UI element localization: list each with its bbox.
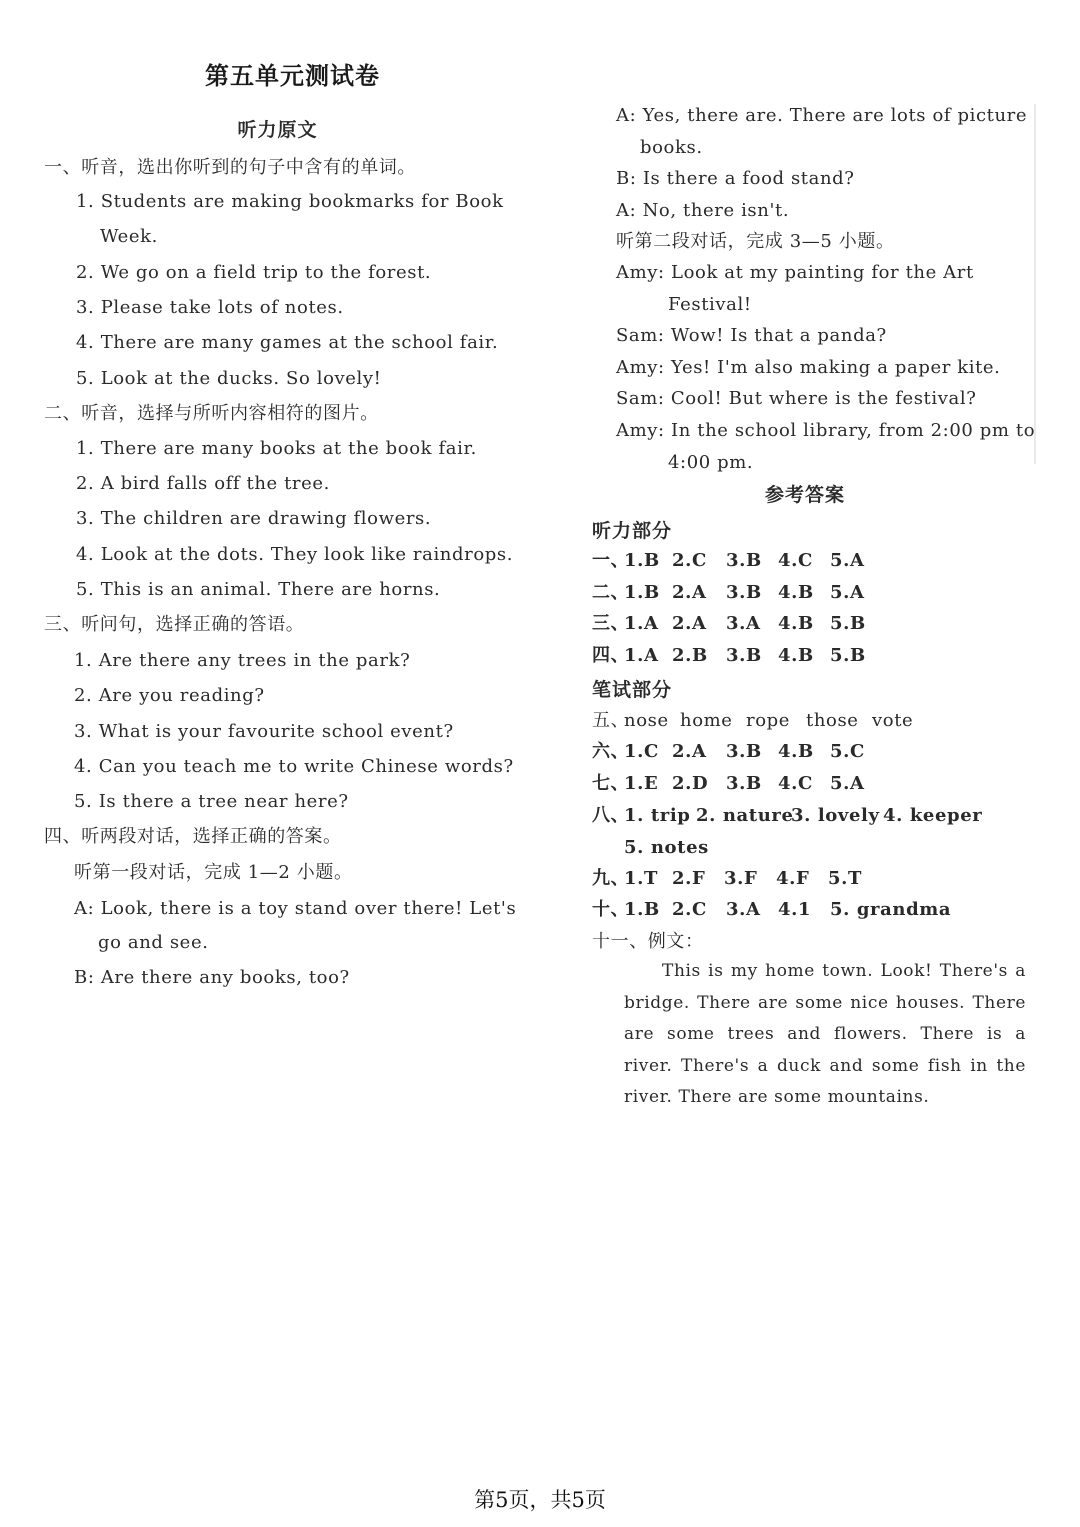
answer-item: 5. grandma xyxy=(830,899,952,920)
answer-row-label: 四、 xyxy=(592,645,630,666)
d2-line-2: Sam: Wow! Is that a panda? xyxy=(616,325,887,346)
answer-item: nose xyxy=(624,710,669,731)
s3-item-3: 3. What is your favourite school event? xyxy=(74,721,454,742)
answer-row-5 xyxy=(592,708,913,734)
s2-item-1: 1. There are many books at the book fair. xyxy=(76,438,477,459)
dialogue-2-intro: 听第二段对话，完成 3—5 小题。 xyxy=(616,231,895,252)
s2-item-5: 5. This is an animal. There are horns. xyxy=(76,579,441,600)
answer-row-8 xyxy=(592,803,982,829)
s1-item-1: 1. Students are making bookmarks for Book xyxy=(76,191,504,212)
answer-item: 5.A xyxy=(830,773,865,794)
answer-item: 3.F xyxy=(724,868,758,889)
answer-row-7 xyxy=(592,771,865,797)
s3-item-5: 5. Is there a tree near here? xyxy=(74,791,349,812)
answer-row-label: 五、 xyxy=(592,710,630,731)
answer-item: 1.B xyxy=(624,550,660,571)
d2-line-5-cont: 4:00 pm. xyxy=(668,452,754,473)
scan-edge-shadow xyxy=(1034,104,1036,464)
d2-line-3: Amy: Yes! I'm also making a paper kite. xyxy=(616,357,1001,378)
answer-row-label: 九、 xyxy=(592,868,630,889)
s2-item-3: 3. The children are drawing flowers. xyxy=(76,508,432,529)
answer-item: 5.T xyxy=(828,868,862,889)
answer-item: 2.D xyxy=(672,773,709,794)
answer-item: 2. nature xyxy=(696,805,794,826)
answer-item: vote xyxy=(872,710,914,731)
answers-heading: 参考答案 xyxy=(764,484,845,506)
answer-item: rope xyxy=(746,710,791,731)
section-2-label: 二、听音，选择与所听内容相符的图片。 xyxy=(44,403,379,424)
d2-line-1-cont: Festival! xyxy=(668,294,752,315)
answer-row-6 xyxy=(592,739,865,765)
answer-item: 4. keeper xyxy=(883,805,983,826)
essay-paragraph xyxy=(624,956,1026,1114)
s1-item-1-cont: Week. xyxy=(100,226,158,247)
d1-line-4: B: Is there a food stand? xyxy=(616,168,855,189)
answer-item: 1. trip xyxy=(624,805,691,826)
d1-line-3: A: Yes, there are. There are lots of picture xyxy=(616,105,1028,126)
s3-item-1: 1. Are there any trees in the park? xyxy=(74,650,411,671)
answer-item: 3.B xyxy=(726,550,762,571)
answer-item: 2.A xyxy=(672,582,707,603)
answer-item: 3.A xyxy=(726,899,761,920)
answer-item: 4.B xyxy=(778,741,814,762)
d1-line-3-cont: books. xyxy=(640,137,703,158)
answer-item: 3.B xyxy=(726,645,762,666)
answer-item: 2.A xyxy=(672,741,707,762)
answer-row-label: 八、 xyxy=(592,805,630,826)
answer-item: 1.A xyxy=(624,645,659,666)
answer-row-label: 六、 xyxy=(592,741,630,762)
section-1-label: 一、听音，选出你听到的句子中含有的单词。 xyxy=(44,157,416,178)
answer-row-label: 一、 xyxy=(592,550,630,571)
section-3-label: 三、听问句，选择正确的答语。 xyxy=(44,614,305,635)
d2-line-5: Amy: In the school library, from 2:00 pm to xyxy=(616,420,1036,441)
s1-item-5: 5. Look at the ducks. So lovely! xyxy=(76,368,382,389)
d2-line-1: Amy: Look at my painting for the Art xyxy=(616,262,974,283)
answer-row-3 xyxy=(592,611,866,637)
s2-item-2: 2. A bird falls off the tree. xyxy=(76,473,330,494)
answer-row-label: 七、 xyxy=(592,773,630,794)
s3-item-2: 2. Are you reading? xyxy=(74,685,265,706)
answer-item: 2.C xyxy=(672,550,707,571)
answer-item: 3.A xyxy=(726,613,761,634)
d2-line-4: Sam: Cool! But where is the festival? xyxy=(616,388,977,409)
answer-item: home xyxy=(680,710,733,731)
s3-item-4: 4. Can you teach me to write Chinese words? xyxy=(74,756,514,777)
s1-item-3: 3. Please take lots of notes. xyxy=(76,297,344,318)
d1-line-2: B: Are there any books, too? xyxy=(74,967,350,988)
answer-item: 5.C xyxy=(830,741,865,762)
answer-row-10 xyxy=(592,897,951,923)
answer-item: 4.B xyxy=(778,582,814,603)
section-4-label: 四、听两段对话，选择正确的答案。 xyxy=(44,826,342,847)
answer-row-9 xyxy=(592,866,862,892)
answer-item: 4.B xyxy=(778,613,814,634)
page-footer: 第5页，共5页 xyxy=(474,1488,606,1512)
answer-item: those xyxy=(806,710,859,731)
d1-line-1-cont: go and see. xyxy=(98,932,209,953)
answer-item: 2.B xyxy=(672,645,708,666)
answer-row-2 xyxy=(592,580,865,606)
answer-row-label: 十、 xyxy=(592,899,630,920)
page-title: 第五单元测试卷 xyxy=(205,61,380,90)
answer-item: 4.1 xyxy=(778,899,812,920)
s1-item-2: 2. We go on a field trip to the forest. xyxy=(76,262,432,283)
answer-item: 3.B xyxy=(726,773,762,794)
answer-item: 4.F xyxy=(776,868,810,889)
answer-row-1 xyxy=(592,548,865,574)
answer-item: 1.T xyxy=(624,868,658,889)
written-answers-heading: 笔试部分 xyxy=(592,679,673,701)
answer-item: 2.A xyxy=(672,613,707,634)
d1-line-5: A: No, there isn't. xyxy=(616,200,790,221)
answer-item: 1.A xyxy=(624,613,659,634)
answer-item: 3.B xyxy=(726,741,762,762)
answer-item: 3.B xyxy=(726,582,762,603)
s1-item-4: 4. There are many games at the school fair. xyxy=(76,332,499,353)
answer-item: 4.C xyxy=(778,550,813,571)
answer-item: 1.B xyxy=(624,582,660,603)
answer-item: 5.A xyxy=(830,582,865,603)
answer-item: 1.C xyxy=(624,741,659,762)
dialogue-1-intro: 听第一段对话，完成 1—2 小题。 xyxy=(74,862,353,883)
answer-item: 1.B xyxy=(624,899,660,920)
answer-item: 4.B xyxy=(778,645,814,666)
answer-item: 2.F xyxy=(672,868,706,889)
essay-label: 十一、例文： xyxy=(592,931,704,952)
answer-row-label: 三、 xyxy=(592,613,630,634)
essay-text: This is my home town. Look! There's a bridge. There are some nice houses. There are some trees and flowers. There is a river. There's a duck and some fish in the river. There are some mountains. xyxy=(624,961,1026,1107)
answer-item: 4.C xyxy=(778,773,813,794)
answer-row-4 xyxy=(592,643,866,669)
answer-item: 5.B xyxy=(830,645,866,666)
answer-item: 1.E xyxy=(624,773,659,794)
answer-row-label: 二、 xyxy=(592,582,630,603)
d1-line-1: A: Look, there is a toy stand over there! Let's xyxy=(74,898,517,919)
answer-item: 5.A xyxy=(830,550,865,571)
answer-item: 3. lovely xyxy=(791,805,880,826)
answer-item: 5.B xyxy=(830,613,866,634)
listening-answers-heading: 听力部分 xyxy=(592,520,673,542)
s2-item-4: 4. Look at the dots. They look like raindrops. xyxy=(76,544,514,565)
answer-item: 2.C xyxy=(672,899,707,920)
listening-text-heading: 听力原文 xyxy=(237,119,318,141)
answer-row-8-cont: 5. notes xyxy=(624,837,709,858)
